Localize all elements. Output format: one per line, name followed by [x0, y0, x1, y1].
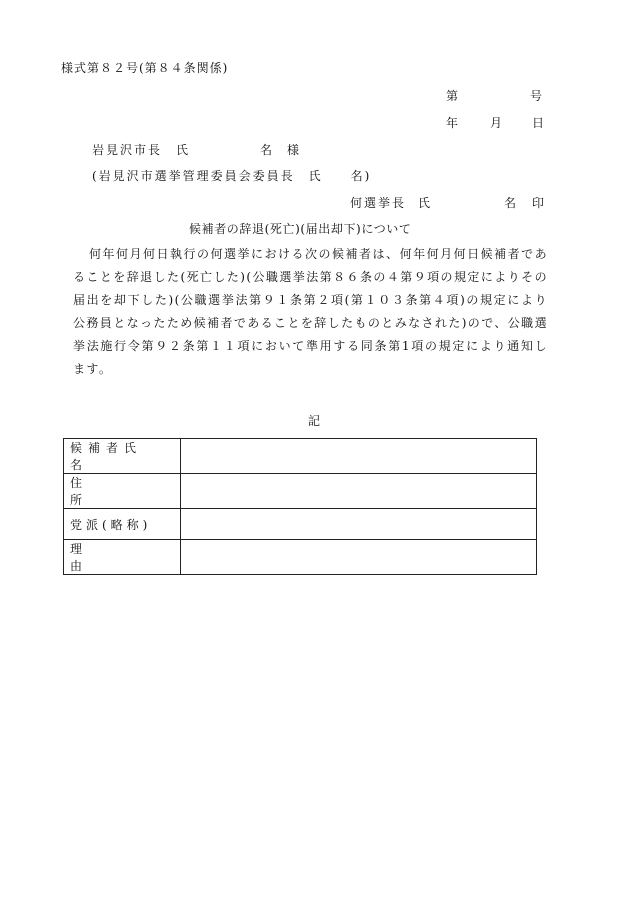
row-label-reason — [64, 540, 181, 575]
doc-number-suffix: 号 — [530, 89, 543, 103]
sender-mei: 名 — [504, 196, 517, 210]
table-row — [64, 540, 537, 575]
mayor-honorific: 様 — [287, 143, 300, 157]
table-row — [64, 439, 537, 474]
sender-title: 何選挙長 — [350, 196, 407, 210]
party-value[interactable] — [181, 509, 537, 540]
date-month: 月 — [490, 116, 503, 130]
table-row — [64, 474, 537, 509]
ki-heading: 記 — [308, 414, 321, 428]
sender-shi: 氏 — [418, 196, 431, 210]
candidate-name-value[interactable] — [181, 439, 537, 474]
label-text: 候補者氏名 — [70, 441, 143, 472]
committee-line: (岩見沢市選挙管理委員会委員長 氏 名) — [92, 169, 372, 183]
seal-mark: 印 — [532, 196, 545, 210]
doc-number-prefix: 第 — [446, 89, 459, 103]
candidate-info-table — [63, 438, 537, 575]
body-paragraph: 何年何月何日執行の何選挙における次の候補者は、何年何月何日候補者であることを辞退した(死亡した)(公職選挙法第８６条の４第９項の規定によりその届出を却下した)(公職選挙法第９１条第２項(第１０３条第４項)の規定により公務員となったため候補者であることを辞したものとみなされた)ので、公職選挙法施行令第９２条第１１項において準用する同条第1項の規定により通知します。 — [73, 247, 548, 376]
row-label-candidate-name — [64, 439, 181, 474]
mayor-shi: 氏 — [176, 143, 189, 157]
label-text: 住所 — [70, 476, 147, 507]
date-year: 年 — [446, 116, 459, 130]
row-label-address — [64, 474, 181, 509]
form-number: 様式第８２号(第８４条関係) — [61, 61, 229, 75]
label-text: 党派(略称) — [70, 517, 152, 532]
reason-value[interactable] — [181, 540, 537, 575]
mayor-mei: 名 — [260, 143, 273, 157]
table-row — [64, 509, 537, 540]
date-day: 日 — [532, 116, 545, 130]
document-title: 候補者の辞退(死亡)(届出却下)について — [189, 222, 412, 236]
address-value[interactable] — [181, 474, 537, 509]
row-label-party — [64, 509, 181, 540]
mayor-title: 岩見沢市長 — [92, 143, 163, 157]
label-text: 理由 — [70, 542, 147, 573]
